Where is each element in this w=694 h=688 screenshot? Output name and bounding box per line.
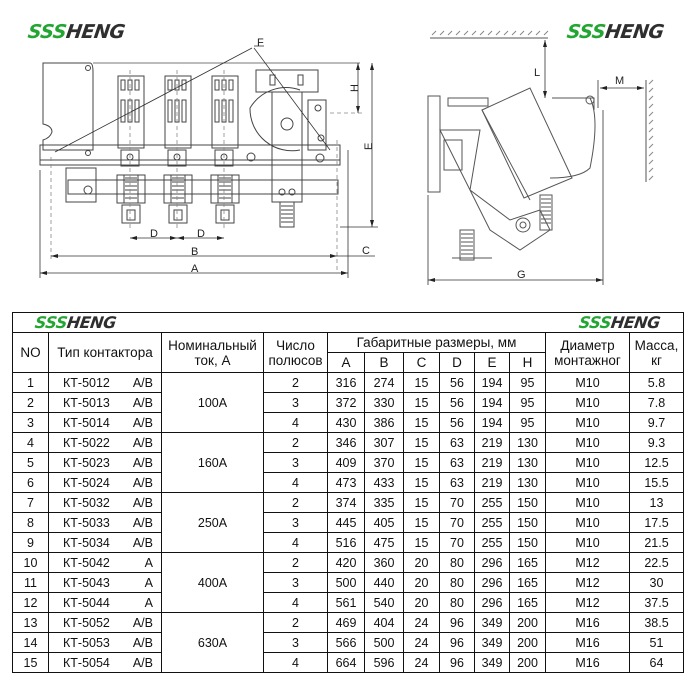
cell-dim-C: 15 (404, 393, 440, 413)
cell-dim-B: 404 (365, 613, 404, 633)
cell-current: 100A (162, 373, 264, 433)
cell-dim-D: 70 (440, 513, 475, 533)
cell-dim-A: 445 (328, 513, 365, 533)
model-code: КТ-5033 (63, 515, 110, 530)
table-row (13, 653, 684, 673)
cell-dim-H: 165 (510, 573, 546, 593)
cell-dim-H: 165 (510, 593, 546, 613)
label-D-2: D (197, 228, 205, 240)
model-variant: A/B (132, 395, 153, 410)
model-code: КТ-5054 (63, 655, 110, 670)
cell-type (49, 433, 162, 453)
header-current: Номинальный ток, А (162, 333, 264, 373)
header-dim-D: D (440, 353, 475, 373)
table-logo-left: SSSHENG (33, 313, 118, 332)
model-code: КТ-5014 (63, 415, 110, 430)
model-code: КТ-5042 (63, 555, 110, 570)
cell-diameter: M16 (546, 633, 630, 653)
cell-mass: 37.5 (630, 593, 684, 613)
front-view-drawing (0, 0, 380, 290)
table-row (13, 433, 684, 453)
model-code: КТ-5024 (63, 475, 110, 490)
cell-mass: 7.8 (630, 393, 684, 413)
cell-dim-B: 540 (365, 593, 404, 613)
cell-diameter: M12 (546, 553, 630, 573)
model-code: КТ-5044 (63, 595, 110, 610)
cell-dim-B: 386 (365, 413, 404, 433)
model-code: КТ-5013 (63, 395, 110, 410)
header-dim-A: A (328, 353, 365, 373)
cell-dim-C: 15 (404, 513, 440, 533)
header-dim-C: C (404, 353, 440, 373)
table-row (13, 413, 684, 433)
cell-dim-A: 346 (328, 433, 365, 453)
header-dim-H: H (510, 353, 546, 373)
cell-dim-A: 316 (328, 373, 365, 393)
cell-dim-A: 374 (328, 493, 365, 513)
cell-mass: 15.5 (630, 473, 684, 493)
label-G: G (517, 269, 526, 281)
model-code: КТ-5053 (63, 635, 110, 650)
cell-dim-H: 200 (510, 653, 546, 673)
label-H: H (349, 84, 361, 92)
table-logo-row (13, 313, 684, 333)
table-body (13, 373, 684, 673)
cell-poles: 4 (264, 413, 328, 433)
cell-dim-C: 24 (404, 613, 440, 633)
label-L: L (534, 67, 541, 79)
cell-dim-B: 335 (365, 493, 404, 513)
cell-diameter: M16 (546, 653, 630, 673)
cell-dim-A: 664 (328, 653, 365, 673)
cell-poles: 2 (264, 493, 328, 513)
label-E: E (363, 142, 375, 150)
cell-diameter: M10 (546, 413, 630, 433)
model-variant: A/B (132, 455, 153, 470)
cell-type (49, 593, 162, 613)
cell-mass: 17.5 (630, 513, 684, 533)
model-variant: A/B (132, 375, 153, 390)
header-diameter: Диаметр монтажног (546, 333, 630, 373)
cell-dim-B: 433 (365, 473, 404, 493)
model-code: КТ-5052 (63, 615, 110, 630)
cell-dim-C: 20 (404, 573, 440, 593)
header-dim-B: B (365, 353, 404, 373)
cell-dim-H: 95 (510, 393, 546, 413)
label-F: F (257, 37, 264, 49)
cell-dim-H: 200 (510, 633, 546, 653)
cell-dim-H: 130 (510, 433, 546, 453)
cell-dim-E: 194 (475, 393, 510, 413)
model-code: КТ-5043 (63, 575, 110, 590)
label-D-1: D (150, 228, 158, 240)
cell-poles: 4 (264, 653, 328, 673)
cell-dim-D: 80 (440, 593, 475, 613)
cell-no: 10 (13, 553, 49, 573)
cell-dim-D: 70 (440, 533, 475, 553)
cell-type (49, 613, 162, 633)
cell-type (49, 493, 162, 513)
cell-poles: 4 (264, 593, 328, 613)
cell-diameter: M10 (546, 533, 630, 553)
cell-dim-E: 255 (475, 513, 510, 533)
model-variant: A/B (132, 655, 153, 670)
cell-mass: 9.7 (630, 413, 684, 433)
cell-dim-B: 330 (365, 393, 404, 413)
cell-mass: 38.5 (630, 613, 684, 633)
table-header-row-1 (13, 333, 684, 353)
cell-no: 7 (13, 493, 49, 513)
cell-dim-A: 420 (328, 553, 365, 573)
cell-dim-B: 360 (365, 553, 404, 573)
table-row (13, 453, 684, 473)
cell-mass: 64 (630, 653, 684, 673)
cell-dim-B: 307 (365, 433, 404, 453)
table-row (13, 613, 684, 633)
cell-dim-D: 63 (440, 453, 475, 473)
cell-no: 1 (13, 373, 49, 393)
cell-no: 11 (13, 573, 49, 593)
cell-dim-E: 349 (475, 653, 510, 673)
cell-dim-B: 274 (365, 373, 404, 393)
header-mass: Масса, кг (630, 333, 684, 373)
cell-mass: 21.5 (630, 533, 684, 553)
cell-dim-E: 255 (475, 493, 510, 513)
cell-dim-B: 596 (365, 653, 404, 673)
cell-dim-E: 296 (475, 593, 510, 613)
cell-dim-B: 405 (365, 513, 404, 533)
cell-dim-C: 15 (404, 453, 440, 473)
cell-dim-C: 20 (404, 553, 440, 573)
cell-type (49, 473, 162, 493)
cell-mass: 30 (630, 573, 684, 593)
cell-dim-D: 56 (440, 373, 475, 393)
cell-current: 630A (162, 613, 264, 673)
cell-dim-B: 440 (365, 573, 404, 593)
cell-dim-D: 63 (440, 473, 475, 493)
model-variant: A/B (132, 475, 153, 490)
cell-dim-H: 95 (510, 413, 546, 433)
cell-no: 2 (13, 393, 49, 413)
cell-mass: 51 (630, 633, 684, 653)
table-row (13, 373, 684, 393)
cell-dim-H: 150 (510, 513, 546, 533)
model-code: КТ-5032 (63, 495, 110, 510)
cell-mass: 5.8 (630, 373, 684, 393)
cell-dim-C: 15 (404, 533, 440, 553)
cell-dim-D: 56 (440, 413, 475, 433)
cell-dim-D: 80 (440, 573, 475, 593)
cell-diameter: M12 (546, 593, 630, 613)
cell-dim-C: 20 (404, 593, 440, 613)
cell-dim-E: 255 (475, 533, 510, 553)
cell-current: 250A (162, 493, 264, 553)
model-variant: A (144, 555, 153, 570)
cell-diameter: M10 (546, 453, 630, 473)
cell-no: 12 (13, 593, 49, 613)
cell-poles: 2 (264, 373, 328, 393)
model-variant: A/B (132, 515, 153, 530)
table-row (13, 633, 684, 653)
cell-dim-H: 150 (510, 533, 546, 553)
table-row (13, 573, 684, 593)
model-variant: A/B (132, 495, 153, 510)
cell-dim-B: 370 (365, 453, 404, 473)
model-variant: A/B (132, 635, 153, 650)
cell-dim-H: 95 (510, 373, 546, 393)
model-code: КТ-5012 (63, 375, 110, 390)
model-code: КТ-5022 (63, 435, 110, 450)
cell-no: 5 (13, 453, 49, 473)
cell-diameter: M10 (546, 493, 630, 513)
header-dimensions: Габаритные размеры, мм (328, 333, 546, 353)
cell-type (49, 573, 162, 593)
table-row (13, 593, 684, 613)
header-type: Тип контактора (49, 333, 162, 373)
cell-dim-D: 80 (440, 553, 475, 573)
table-row (13, 533, 684, 553)
cell-current: 160A (162, 433, 264, 493)
cell-dim-E: 219 (475, 473, 510, 493)
cell-dim-A: 561 (328, 593, 365, 613)
cell-dim-C: 15 (404, 373, 440, 393)
cell-dim-A: 430 (328, 413, 365, 433)
cell-no: 3 (13, 413, 49, 433)
cell-dim-C: 24 (404, 633, 440, 653)
model-variant: A (144, 595, 153, 610)
cell-mass: 9.3 (630, 433, 684, 453)
cell-dim-E: 296 (475, 553, 510, 573)
cell-diameter: M10 (546, 513, 630, 533)
cell-dim-H: 150 (510, 493, 546, 513)
table-row (13, 513, 684, 533)
cell-poles: 3 (264, 513, 328, 533)
cell-dim-A: 566 (328, 633, 365, 653)
cell-dim-A: 372 (328, 393, 365, 413)
cell-dim-E: 219 (475, 453, 510, 473)
cell-dim-D: 96 (440, 653, 475, 673)
table-row (13, 473, 684, 493)
model-code: КТ-5034 (63, 535, 110, 550)
cell-type (49, 373, 162, 393)
cell-diameter: M10 (546, 373, 630, 393)
cell-dim-C: 24 (404, 653, 440, 673)
cell-mass: 12.5 (630, 453, 684, 473)
cell-dim-A: 409 (328, 453, 365, 473)
cell-dim-C: 15 (404, 473, 440, 493)
cell-dim-B: 475 (365, 533, 404, 553)
cell-dim-A: 469 (328, 613, 365, 633)
cell-type (49, 393, 162, 413)
cell-type (49, 633, 162, 653)
cell-poles: 3 (264, 633, 328, 653)
cell-poles: 2 (264, 553, 328, 573)
side-view-drawing (400, 0, 694, 300)
cell-dim-E: 219 (475, 433, 510, 453)
cell-poles: 3 (264, 573, 328, 593)
cell-dim-H: 130 (510, 473, 546, 493)
cell-current: 400A (162, 553, 264, 613)
cell-no: 4 (13, 433, 49, 453)
cell-poles: 2 (264, 613, 328, 633)
cell-dim-C: 15 (404, 413, 440, 433)
cell-dim-D: 63 (440, 433, 475, 453)
model-variant: A/B (132, 415, 153, 430)
cell-dim-E: 194 (475, 413, 510, 433)
cell-dim-H: 130 (510, 453, 546, 473)
cell-dim-H: 165 (510, 553, 546, 573)
model-variant: A/B (132, 615, 153, 630)
table-row (13, 393, 684, 413)
table-row (13, 553, 684, 573)
cell-dim-B: 500 (365, 633, 404, 653)
cell-type (49, 453, 162, 473)
cell-poles: 2 (264, 433, 328, 453)
cell-dim-A: 473 (328, 473, 365, 493)
model-variant: A/B (132, 435, 153, 450)
cell-type (49, 553, 162, 573)
cell-mass: 22.5 (630, 553, 684, 573)
cell-dim-H: 200 (510, 613, 546, 633)
brand-logo-front: SSSHENG (26, 21, 127, 43)
label-B: B (191, 246, 199, 258)
header-poles: Число полюсов (264, 333, 328, 373)
cell-dim-E: 296 (475, 573, 510, 593)
cell-type (49, 653, 162, 673)
cell-dim-C: 15 (404, 433, 440, 453)
cell-no: 14 (13, 633, 49, 653)
label-M: M (615, 75, 625, 87)
cell-dim-D: 56 (440, 393, 475, 413)
cell-diameter: M10 (546, 473, 630, 493)
cell-dim-A: 516 (328, 533, 365, 553)
cell-dim-D: 70 (440, 493, 475, 513)
cell-diameter: M16 (546, 613, 630, 633)
cell-mass: 13 (630, 493, 684, 513)
cell-type (49, 413, 162, 433)
cell-dim-A: 500 (328, 573, 365, 593)
cell-type (49, 513, 162, 533)
brand-logo-side: SSSHENG (565, 21, 666, 43)
table-logo-right: SSSHENG (577, 313, 662, 332)
label-C: C (362, 245, 370, 257)
cell-no: 15 (13, 653, 49, 673)
cell-dim-D: 96 (440, 613, 475, 633)
cell-poles: 3 (264, 393, 328, 413)
cell-dim-E: 349 (475, 633, 510, 653)
cell-type (49, 533, 162, 553)
cell-diameter: M12 (546, 573, 630, 593)
header-no: NO (13, 333, 49, 373)
model-code: КТ-5023 (63, 455, 110, 470)
cell-dim-C: 15 (404, 493, 440, 513)
cell-diameter: M10 (546, 433, 630, 453)
cell-dim-E: 194 (475, 373, 510, 393)
cell-no: 9 (13, 533, 49, 553)
table-row (13, 493, 684, 513)
cell-dim-D: 96 (440, 633, 475, 653)
cell-poles: 4 (264, 473, 328, 493)
model-variant: A/B (132, 535, 153, 550)
header-dim-E: E (475, 353, 510, 373)
contactor-spec-table (12, 312, 684, 673)
cell-no: 13 (13, 613, 49, 633)
cell-no: 8 (13, 513, 49, 533)
cell-no: 6 (13, 473, 49, 493)
label-A: A (191, 263, 199, 275)
cell-diameter: M10 (546, 393, 630, 413)
cell-poles: 3 (264, 453, 328, 473)
cell-poles: 4 (264, 533, 328, 553)
cell-dim-E: 349 (475, 613, 510, 633)
model-variant: A (144, 575, 153, 590)
